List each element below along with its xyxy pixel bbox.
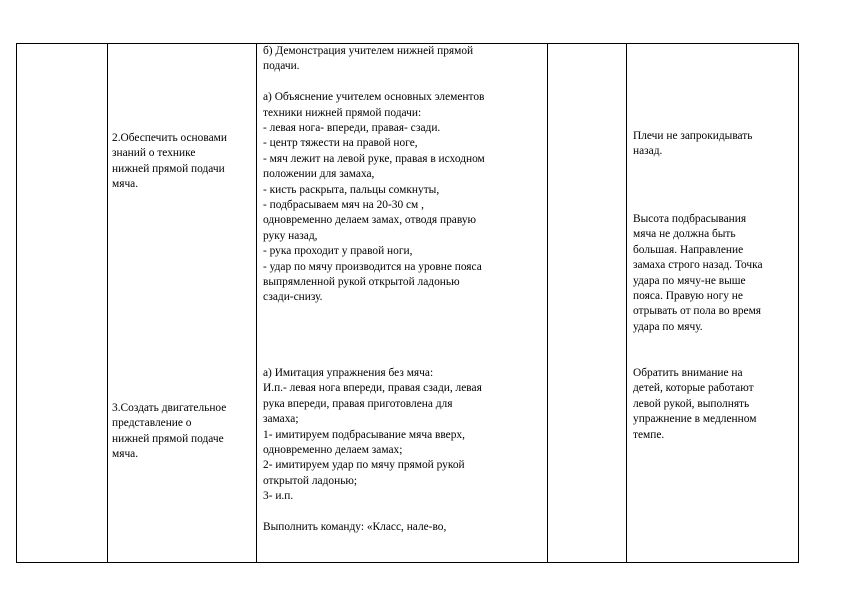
content-line: рука впереди, правая приготовлена для [263,397,453,410]
note-line: большая. Направление [633,243,744,256]
content-line: замаха; [263,413,299,426]
content-line: а) Объяснение учителем основных элементов [263,91,485,104]
content-line: - центр тяжести на правой ноге, [263,137,418,150]
column-border-2 [107,43,108,563]
goal-2 [112,401,252,463]
note-2 [633,212,799,335]
content-line: - удар по мячу производится на уровне пояса [263,260,482,273]
content-line: подачи. [263,60,300,73]
goal-1-line: нижней прямой подачи [112,162,225,175]
note-line: пояса. Правую ногу не [633,290,743,303]
content-line: положении для замаха, [263,168,375,181]
content-line: а) Имитация упражнения без мяча: [263,367,434,379]
content-line: сзади-снизу. [263,291,323,304]
column-border-4 [547,43,548,563]
content-line: - рука проходит у правой ноги, [263,245,413,258]
content-line: - кисть раскрыта, пальцы сомкнуты, [263,183,440,196]
content-line: одновременно делаем замах; [263,444,403,457]
content-line: - левая нога- впереди, правая- сзади. [263,122,441,135]
goal-1-line: знаний о технике [112,147,196,160]
column-border-3 [256,43,257,563]
note-1 [633,129,799,160]
note-line: Высота подбрасывания [633,213,747,225]
goal-1-line: мяча. [112,178,139,191]
goal-2-line: мяча. [112,448,139,461]
goal-1 [112,131,252,193]
goal-1-line: 2.Обеспечить основами [112,132,227,144]
content-line: - мяч лежит на левой руке, правая в исходном [263,152,485,165]
content-line: 2- имитируем удар по мячу прямой рукой [263,459,465,472]
content-line: руку назад, [263,229,318,242]
content-spacer [263,75,545,90]
content-line: - подбрасываем мяч на 20-30 см , [263,199,424,212]
content-spacer [263,505,545,520]
content-line: техники нижней прямой подачи: [263,106,422,119]
content-line: И.п.- левая нога впереди, правая сзади, левая [263,382,482,395]
column-border-5 [626,43,627,563]
note-line: назад. [633,145,663,158]
table-bottom-border [16,562,799,563]
note-line: отрывать от пола во время [633,305,762,318]
note-line: мяча не должна быть [633,228,736,241]
note-line: удара по мячу. [633,320,703,333]
note-line: левой рукой, выполнять [633,397,750,410]
note-line: темпе. [633,428,665,441]
content-line: б) Демонстрация учителем нижней прямой [263,45,474,57]
column-border-1 [16,43,17,563]
goal-2-line: нижней прямой подаче [112,432,224,445]
content-line: открытой ладонью; [263,474,358,487]
content-line: 3- и.п. [263,490,294,503]
content-line: выпрямленной рукой открытой ладонью [263,276,460,289]
content-line: 1- имитируем подбрасывание мяча вверх, [263,428,465,441]
content-imitation-block [263,366,545,535]
content-line: Выполнить команду: «Класс, нале-во, [263,521,447,534]
note-3 [633,366,799,443]
goal-2-line: 3.Создать двигательное [112,402,227,414]
note-line: детей, которые работают [633,382,754,395]
content-explanation-block [263,44,545,306]
note-line: упражнение в медленном [633,413,757,426]
content-line: одновременно делаем замах, отводя правую [263,214,477,227]
note-line: удара по мячу-не выше [633,274,746,287]
goal-2-line: представление о [112,417,192,430]
note-line: Обратить внимание на [633,367,743,379]
note-line: замаха строго назад. Точка [633,259,763,272]
note-line: Плечи не запрокидывать [633,130,753,142]
